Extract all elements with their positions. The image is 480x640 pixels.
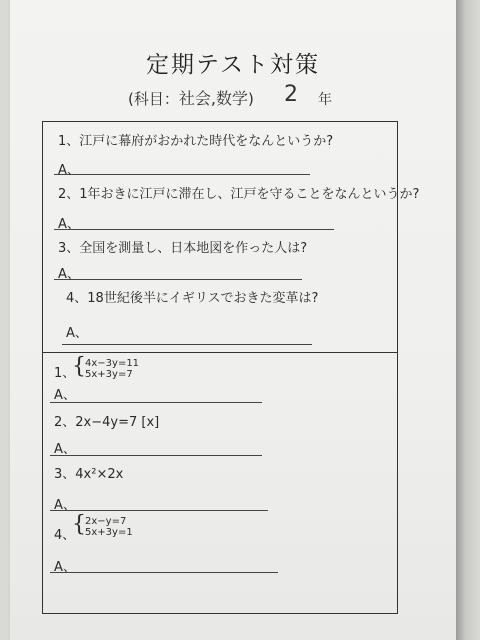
answer-line-2 <box>54 229 334 230</box>
social-question-3: 3、全国を測量し、日本地図を作った人は? <box>58 241 308 256</box>
math-question-3: 3、4x²×2x <box>54 467 124 482</box>
math-answer-label-3: A、 <box>54 498 76 513</box>
answer-line-4 <box>62 344 312 345</box>
social-answer-label-1: A、 <box>58 163 80 178</box>
answer-line-3 <box>54 279 302 280</box>
equation-system-4 <box>85 516 133 538</box>
subject-prefix: (科目： <box>128 90 179 108</box>
answer-line-6 <box>50 455 262 456</box>
subject-value: 社会,数学 <box>178 89 248 108</box>
equation-1a: 4x−3y=11 <box>85 358 140 369</box>
section-divider <box>42 352 398 353</box>
answer-line-8 <box>50 572 278 573</box>
grade-label: 年 <box>318 92 332 108</box>
equation-system-1 <box>85 358 139 380</box>
worksheet-paper <box>10 0 456 640</box>
social-answer-label-4: A、 <box>66 326 88 341</box>
answer-line-1 <box>54 174 310 175</box>
page-title: 定期テスト対策 <box>145 52 321 78</box>
math-question-1-number: 1、 <box>54 366 76 381</box>
math-answer-label-1: A、 <box>54 388 76 403</box>
math-question-4-number: 4、 <box>54 528 76 543</box>
system-brace-1: { <box>72 354 86 379</box>
subject-line <box>128 86 254 109</box>
math-answer-label-4: A、 <box>54 560 76 575</box>
social-question-2: 2、1年おきに江戸に滞在し、江戸を守ることをなんというか? <box>58 187 420 202</box>
system-brace-4: { <box>72 512 86 537</box>
equation-4a: 2x−y=7 <box>85 516 127 527</box>
math-answer-label-2: A、 <box>54 442 76 457</box>
math-question-2: 2、2x−4y=7 [x] <box>54 415 160 430</box>
grade-number: 2 <box>284 82 298 107</box>
social-answer-label-3: A、 <box>58 267 80 282</box>
social-question-1: 1、江戸に幕府がおかれた時代をなんというか? <box>58 134 334 149</box>
equation-1b: 5x+3y=7 <box>85 369 133 380</box>
answer-line-7 <box>50 510 268 511</box>
social-question-4: 4、18世紀後半にイギリスでおきた変革は? <box>66 291 319 306</box>
subject-suffix: ) <box>247 90 254 108</box>
desk-shadow <box>456 0 480 640</box>
social-answer-label-2: A、 <box>58 217 80 232</box>
equation-4b: 5x+3y=1 <box>85 527 133 538</box>
answer-line-5 <box>50 402 262 403</box>
